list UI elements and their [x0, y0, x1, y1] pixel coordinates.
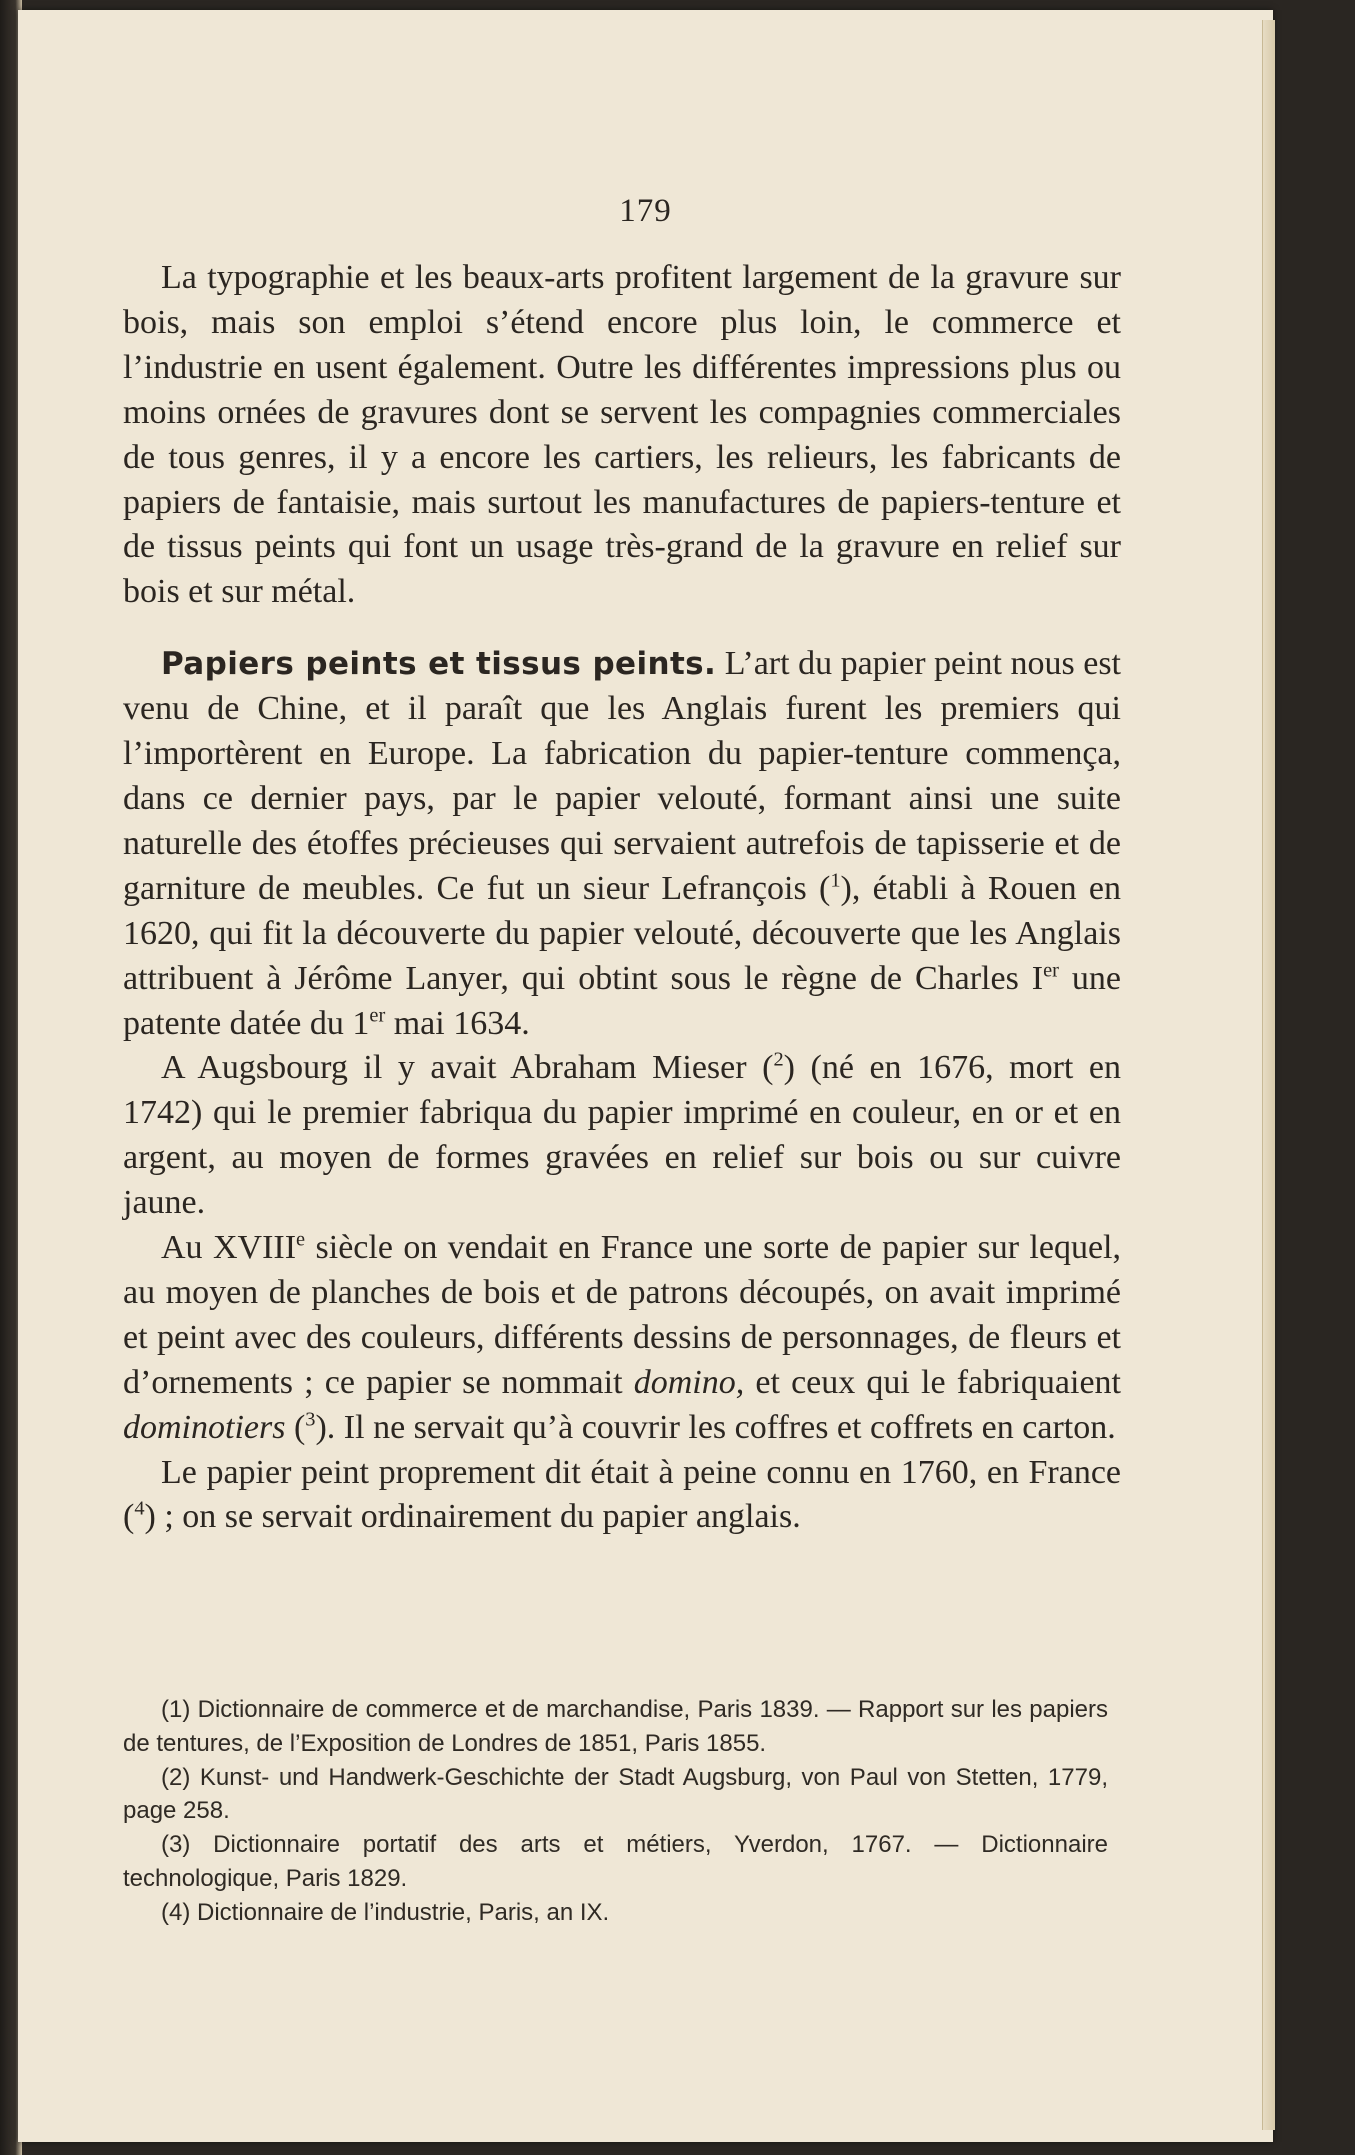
section-heading: Papiers peints et tissus peints.	[161, 646, 717, 683]
page-number: 179	[619, 193, 672, 229]
footnote-ref: 2	[773, 1049, 784, 1072]
footnote: (2) Kunst- und Handwerk-Geschichte der Stadt Augsburg, von Paul von Stetten, 1779, page 258.	[123, 1763, 1108, 1825]
paragraph: Papiers peints et tissus peints. L’art du papier peint nous est venu de Chine, et il paraît que les Anglais furent les premiers qui l’importèrent en Europe. La fabrication du papier-tenture commença, dans ce dernier pays, par le papier velouté, formant ainsi une suite naturelle des étoffes précieuses qui servaient autrefois de tapisserie et de garniture de meubles. Ce fut un sieur Lefrançois ($^1$), établi à Rouen en 1620, qui fit la découverte du papier velouté, découverte que les Anglais attribuent à Jérôme Lanyer, qui obtint sous le règne de Charles Ier une patente datée du 1er mai 1634.	[123, 645, 1122, 1042]
footnote-ref: 1	[830, 869, 841, 892]
book-page	[18, 10, 1273, 2142]
footnote-ref: 4	[134, 1498, 145, 1521]
paragraph: Au XVIIIe siècle on vendait en France une sorte de papier sur lequel, au moyen de planches de bois et de patrons découpés, on avait imprimé et peint avec des couleurs, différents dessins de personnages, de fleurs et d’ornements ; ce papier se nommait domino, et ceux qui le fabriquaient dominotiers ($^3$). Il ne servait qu’à couvrir les coffres et coffrets en carton.	[123, 1228, 1121, 1446]
page-edge	[1262, 20, 1275, 2130]
footnote: (1) Dictionnaire de commerce et de marchandise, Paris 1839. — Rapport sur les papiers de tentures, de l’Exposition de Londres de 1851, Paris 1855.	[123, 1696, 1108, 1757]
paragraph: A Augsbourg il y avait Abraham Mieser ($^2$) (né en 1676, mort en 1742) qui le premier fabriqua du papier imprimé en couleur, en or et en argent, au moyen de formes gravées en relief sur bois ou sur cuivre jaune.	[123, 1049, 1121, 1222]
footnote: (4) Dictionnaire de l’industrie, Paris, an IX.	[161, 1898, 610, 1926]
body-text	[123, 256, 1121, 1540]
paragraph: Le papier peint proprement dit était à peine connu en 1760, en France ($^4$) ; on se servait ordinairement du papier anglais.	[123, 1453, 1121, 1536]
footnote-ref: 3	[305, 1408, 316, 1431]
footnotes	[123, 1693, 1108, 1930]
footnote: (3) Dictionnaire portatif des arts et métiers, Yverdon, 1767. — Dictionnaire technologique, Paris 1829.	[123, 1831, 1108, 1892]
paragraph: La typographie et les beaux-arts profitent largement de la gravure sur bois, mais son emploi s’étend encore plus loin, le commerce et l’industrie en usent également. Outre les différentes impressions plus ou moins ornées de gravures dont se servent les compagnies commerciales de tous genres, il y a encore les cartiers, les relieurs, les fabricants de papiers de fantaisie, mais surtout les manufactures de papiers-tenture et de tissus peints qui font un usage très-grand de la gravure en relief sur bois et sur métal.	[123, 259, 1121, 611]
